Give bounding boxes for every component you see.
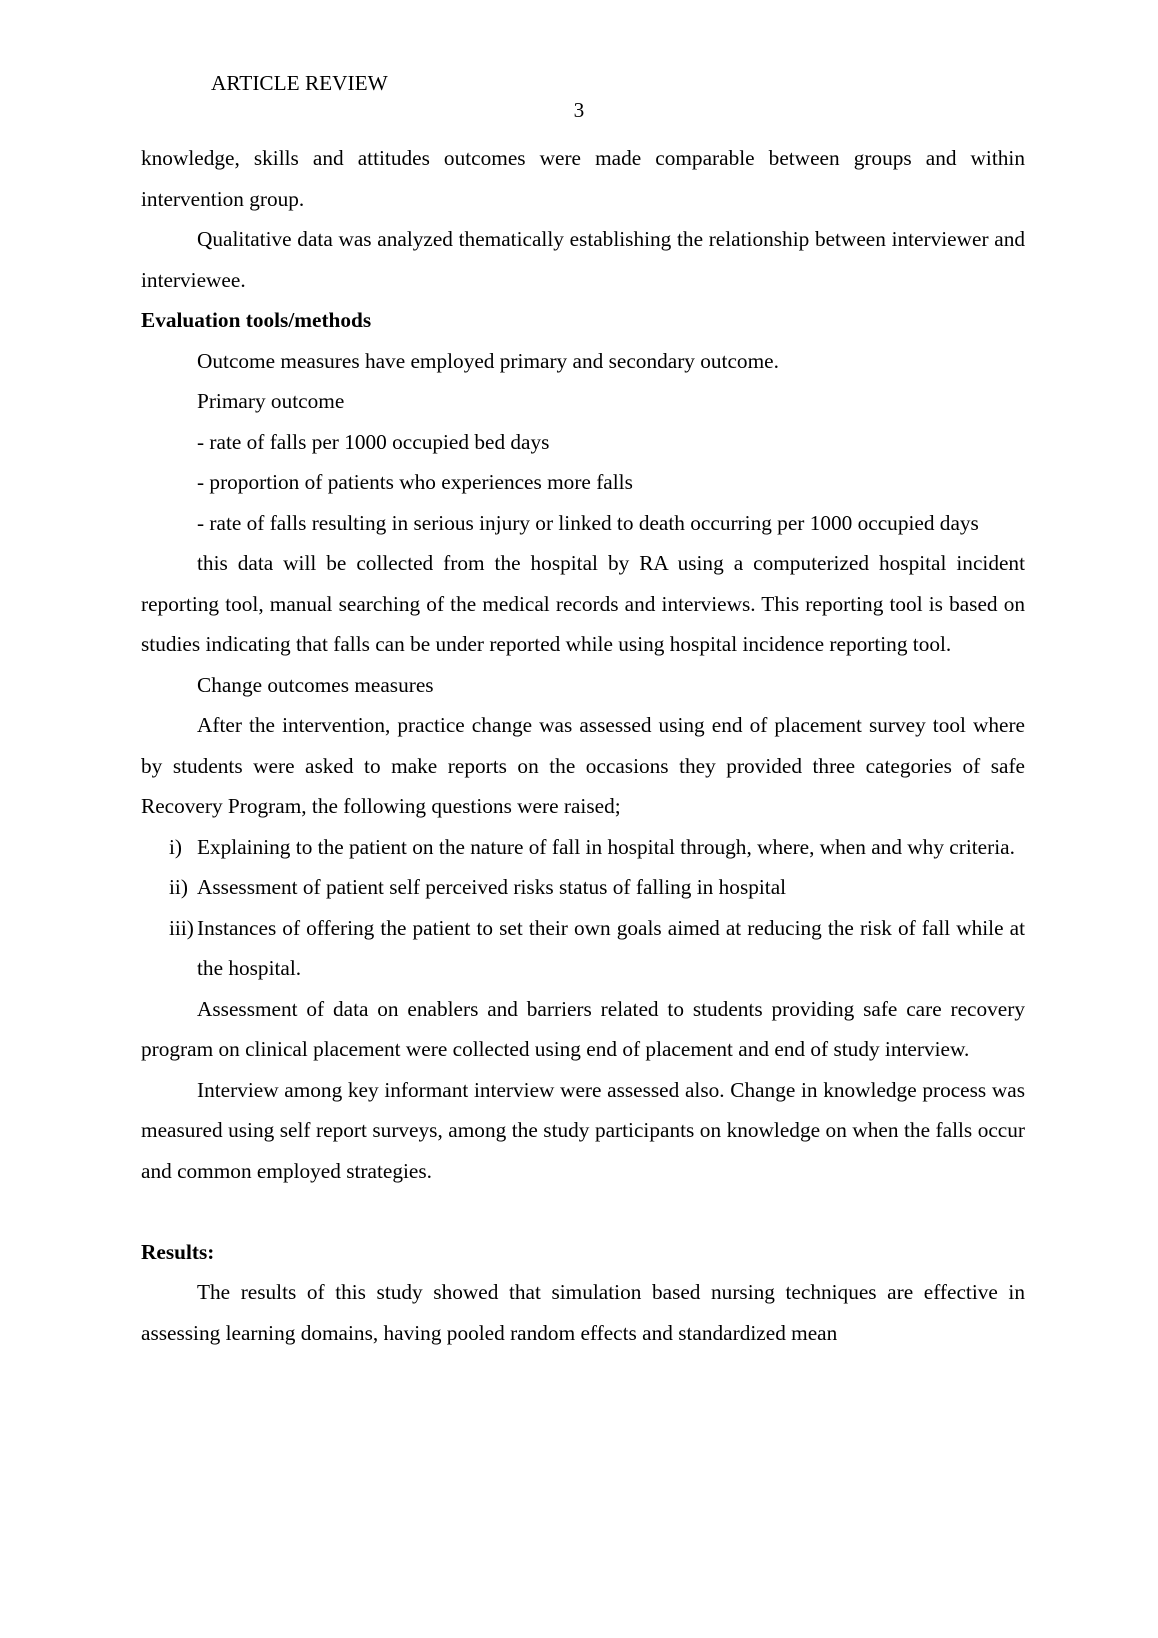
outcome-item-falls-rate: - rate of falls per 1000 occupied bed days xyxy=(197,429,550,454)
paragraph-practice-change: After the intervention, practice change was assessed using end of placement survey tool where by students were asked to make reports on the occasions they provided three categories of safe Recovery Program, the following questions were raised; xyxy=(141,713,1025,818)
running-header-title: ARTICLE REVIEW xyxy=(211,71,388,95)
list-item xyxy=(141,908,1025,989)
paragraph-continuation: knowledge, skills and attitudes outcomes were made comparable between groups and within intervention group. xyxy=(141,146,1025,211)
paragraph-data-collection: this data will be collected from the hospital by RA using a computerized hospital incident reporting tool, manual searching of the medical records and interviews. This reporting tool is based on studies indicating that falls can be under reported while using hospital incidence reporting tool. xyxy=(141,551,1025,656)
heading-results: Results: xyxy=(141,1239,215,1264)
paragraph-enablers-barriers: Assessment of data on enablers and barriers related to students providing safe care recovery program on clinical placement were collected using end of placement and end of study interview. xyxy=(141,996,1025,1061)
heading-evaluation-tools: Evaluation tools/methods xyxy=(141,308,372,332)
list-item-number: i) xyxy=(169,834,183,859)
paragraph-results: The results of this study showed that simulation based nursing techniques are effective in assessing learning domains, having pooled random effects and standardized mean xyxy=(141,1280,1025,1345)
paragraph-primary-outcome: Primary outcome xyxy=(197,389,345,413)
blank-line xyxy=(141,1191,1025,1232)
document-body xyxy=(141,138,1025,1353)
list-item xyxy=(141,827,1025,868)
list-item-text: Instances of offering the patient to set their own goals aimed at reducing the risk of fall while at the hospital. xyxy=(197,915,1025,980)
paragraph-outcome-measures: Outcome measures have employed primary and secondary outcome. xyxy=(197,348,779,373)
paragraph-change-outcomes: Change outcomes measures xyxy=(197,672,434,697)
list-item-text: Assessment of patient self perceived risks status of falling in hospital xyxy=(197,875,787,899)
list-item-number: ii) xyxy=(169,875,188,899)
outcome-item-proportion: - proportion of patients who experiences more falls xyxy=(197,470,633,494)
paragraph-qualitative-data: Qualitative data was analyzed thematically establishing the relationship between interviewer and interviewee. xyxy=(141,227,1025,292)
list-item-number: iii) xyxy=(169,915,194,940)
paragraph-key-informant: Interview among key informant interview were assessed also. Change in knowledge process was measured using self report surveys, among the study participants on knowledge on when the falls occur and common employed strategies. xyxy=(141,1077,1025,1183)
page-number: 3 xyxy=(573,98,585,122)
list-item-text: Explaining to the patient on the nature of fall in hospital through, where, when and why criteria. xyxy=(197,834,1015,859)
list-item xyxy=(141,867,1025,908)
outcome-item-serious-injury: - rate of falls resulting in serious injury or linked to death occurring per 1000 occupied days xyxy=(197,510,979,535)
